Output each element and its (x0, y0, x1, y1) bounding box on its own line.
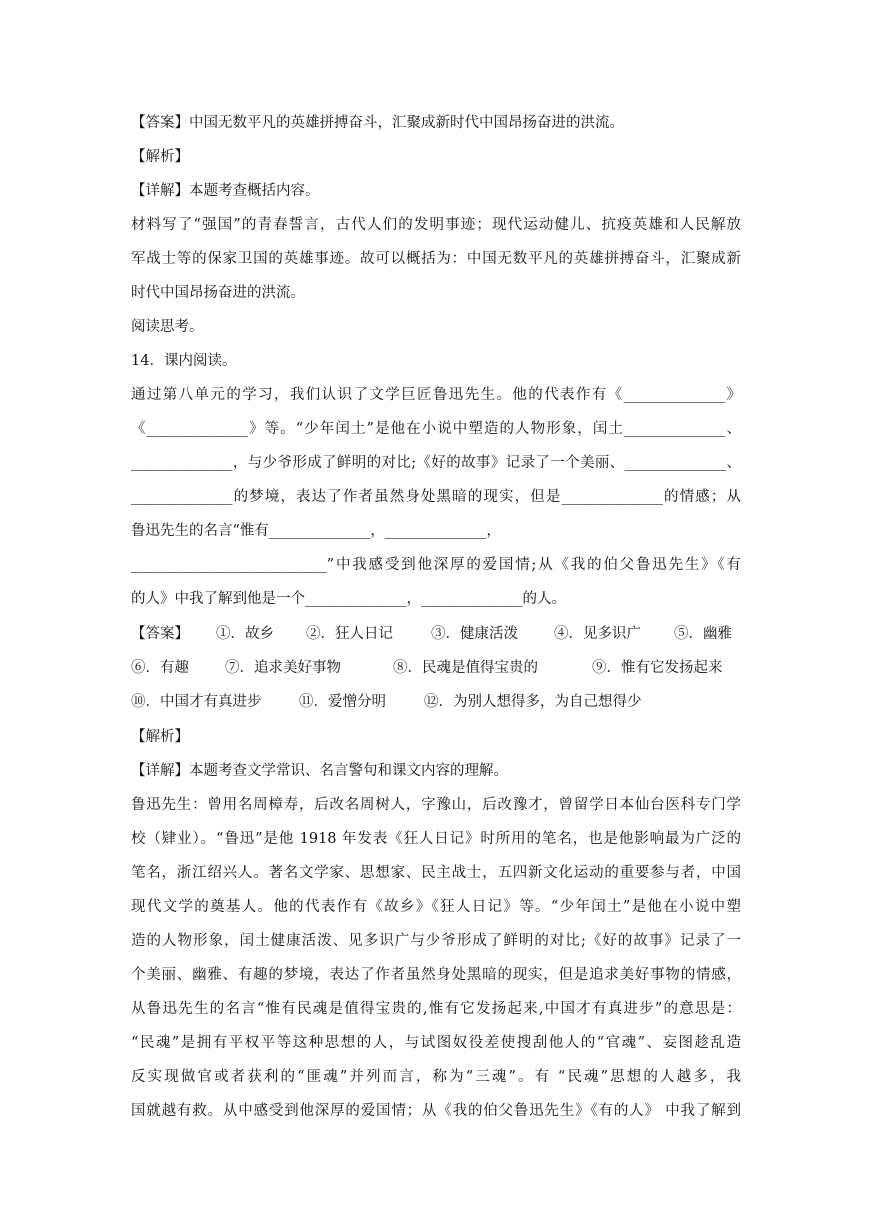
answer-item: ⑪．爱憎分明 (299, 694, 386, 710)
explanation-line: 国就越有救。从中感受到他深厚的爱国情；从《我的伯父鲁迅先生》《有的人》 中我了解到 (131, 1103, 741, 1119)
answer-item: ⑩．中国才有真进步 (131, 694, 262, 710)
material-line: 军战士等的保家卫国的英雄事迹。故可以概括为：中国无数平凡的英雄拼搏奋斗，汇聚成新 (131, 251, 741, 267)
question-14-line: ______________的梦境，表达了作者虽然身处黑暗的现实，但是______________的情感；从 (131, 489, 741, 505)
explanation-line: 现代文学的奠基人。他的代表作有《故乡》《狂人日记》等。“少年闰土”是他在小说中塑 (131, 899, 741, 915)
detail-14: 【详解】本题考查文学常识、名言警句和课文内容的理解。 (131, 763, 508, 779)
question-14-line: 鲁迅先生的名言“惟有______________，______________， (131, 523, 501, 539)
answer-item: ⑦．追求美好事物 (225, 660, 341, 676)
answer-item: ③．健康活泼 (431, 626, 518, 642)
material-line: 材料写了“强国”的青春誓言，古代人们的发明事迹；现代运动健儿、抗疫英雄和人民解放 (131, 217, 741, 233)
material-line: 时代中国昂扬奋进的洪流。 (131, 285, 305, 301)
question-14-line: ______________，与少爷形成了鲜明的对比;《好的故事》记录了一个美丽、______________、 (131, 455, 741, 471)
question-14-line: 《______________》等。“少年闰土”是他在小说中塑造的人物形象，闰土______________、 (131, 421, 741, 437)
explanation-line: 反实现做官或者获利的“匪魂”并列而言，称为“三魂”。有 “民魂”思想的人越多，我 (131, 1069, 741, 1085)
explanation-line: 造的人物形象，闰土健康活泼、见多识广与少爷形成了鲜明的对比;《好的故事》记录了一 (131, 933, 741, 949)
analysis-heading-14: 【解析】 (131, 729, 189, 745)
section-heading: 阅读思考。 (131, 319, 204, 335)
question-14-title: 14．课内阅读。 (131, 353, 237, 369)
analysis-heading-13: 【解析】 (131, 149, 189, 165)
explanation-line: 校（肄业）。“鲁迅”是他 1918 年发表《狂人日记》时所用的笔名，也是他影响最为广泛的 (131, 831, 741, 847)
question-14-line: 通过第八单元的学习，我们认识了文学巨匠鲁迅先生。他的代表作有《______________》 (131, 387, 741, 403)
answer-13: 【答案】中国无数平凡的英雄拼搏奋斗，汇聚成新时代中国昂扬奋进的洪流。 (131, 115, 624, 131)
question-14-line: 的人》中我了解到他是一个______________，______________的人。 (131, 591, 566, 607)
answer-14-label: 【答案】 (131, 626, 189, 642)
answer-item: ⑧．民魂是值得宝贵的 (393, 660, 538, 676)
answer-item: ⑥．有趣 (131, 660, 189, 676)
answer-item: ②．狂人日记 (306, 626, 393, 642)
answer-item: ⑨．惟有它发扬起来 (592, 660, 723, 676)
answer-item: ⑤．幽雅 (674, 626, 732, 642)
detail-13: 【详解】本题考查概括内容。 (131, 183, 320, 199)
answer-item: ⑫．为别人想得多，为自己想得少 (424, 694, 642, 710)
explanation-line: 个美丽、幽雅、有趣的梦境，表达了作者虽然身处黑暗的现实，但是追求美好事物的情感， (131, 967, 741, 983)
explanation-line: “民魂”是拥有平权平等这种思想的人，与试图奴役差使搜刮他人的“官魂”、妄图趁乱造 (131, 1035, 741, 1051)
explanation-line: 笔名，浙江绍兴人。著名文学家、思想家、民主战士，五四新文化运动的重要参与者，中国 (131, 865, 741, 881)
answer-item: ①．故乡 (216, 626, 274, 642)
explanation-line: 从鲁迅先生的名言“惟有民魂是值得宝贵的,惟有它发扬起来,中国才有真进步”的意思是： (131, 1001, 741, 1017)
explanation-line: 鲁迅先生：曾用名周樟寿，后改名周树人，字豫山，后改豫才，曾留学日本仙台医科专门学 (131, 797, 741, 813)
answer-item: ④．见多识广 (554, 626, 641, 642)
question-14-line: ___________________________”中我感受到他深厚的爱国情;从《我的伯父鲁迅先生》《有 (131, 557, 741, 573)
